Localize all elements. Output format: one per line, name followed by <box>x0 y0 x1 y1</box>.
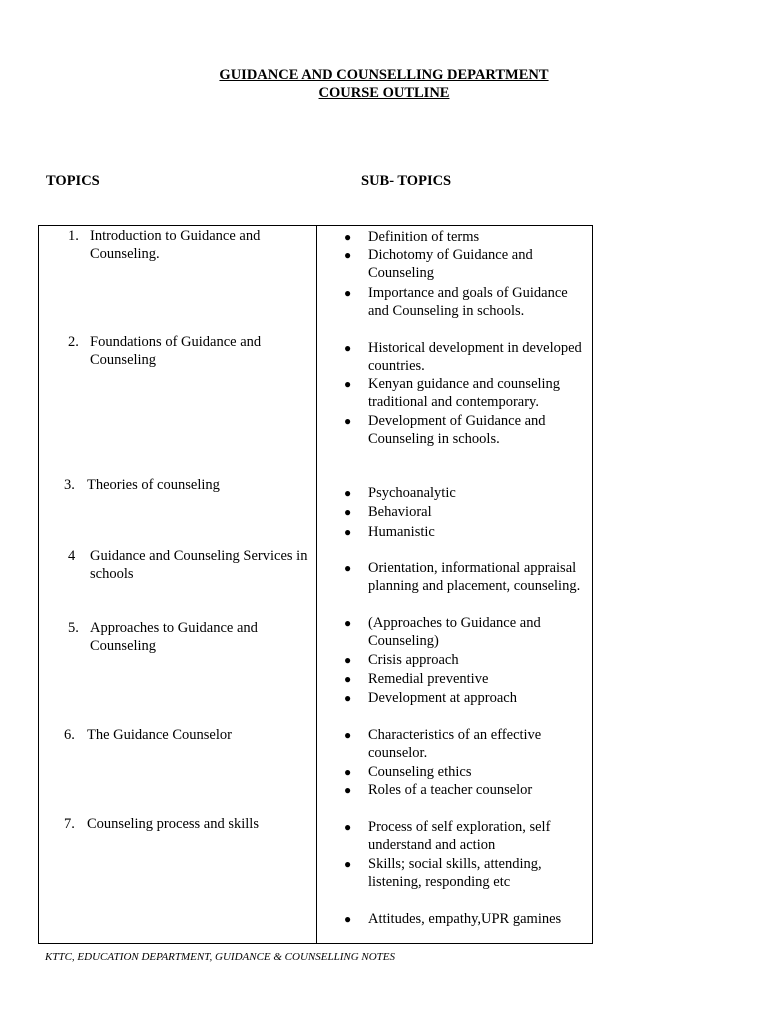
subtopic-text: Dichotomy of Guidance and Counseling <box>368 247 533 281</box>
subtopic-text: Behavioral <box>368 504 432 520</box>
document-subtitle: COURSE OUTLINE <box>318 85 450 101</box>
bullet-icon: ● <box>344 230 352 244</box>
bullet-icon: ● <box>344 414 352 428</box>
subtopic-text: Counseling ethics <box>368 764 472 780</box>
topic-number: 1. <box>68 228 79 244</box>
bullet-icon: ● <box>344 286 352 300</box>
bullet-icon: ● <box>344 248 352 262</box>
subtopic-text: Definition of terms <box>368 229 480 245</box>
page-footer: KTTC, EDUCATION DEPARTMENT, GUIDANCE & COUNSELLING NOTES <box>45 951 396 963</box>
document-title: GUIDANCE AND COUNSELLING DEPARTMENT <box>219 67 549 83</box>
topic-text: Introduction to Guidance and Counseling. <box>90 228 261 262</box>
topic-number: 3. <box>64 477 75 493</box>
subtopic-text: Orientation, informational appraisal planning and placement, counseling. <box>368 560 581 594</box>
subtopic-text: Attitudes, empathy,UPR gamines <box>368 911 562 927</box>
topic-number: 7. <box>64 816 75 832</box>
subtopic-text: (Approaches to Guidance and Counseling) <box>368 615 541 649</box>
topic-number: 5. <box>68 620 79 636</box>
subtopic-text: Process of self exploration, self understand and action <box>368 819 551 853</box>
subtopics-column-header: SUB- TOPICS <box>361 173 452 189</box>
topic-text: Theories of counseling <box>87 477 220 493</box>
bullet-icon: ● <box>344 505 352 519</box>
subtopic-text: Kenyan guidance and counseling traditional and contemporary. <box>368 376 561 410</box>
topic-number: 4 <box>68 548 76 564</box>
subtopic-text: Characteristics of an effective counselor. <box>368 727 542 761</box>
bullet-icon: ● <box>344 728 352 742</box>
subtopic-text: Skills; social skills, attending, listening, responding etc <box>368 856 542 890</box>
bullet-icon: ● <box>344 672 352 686</box>
topic-text: Counseling process and skills <box>87 816 259 832</box>
topics-column-header: TOPICS <box>46 173 100 189</box>
subtopic-text: Importance and goals of Guidance and Counseling in schools. <box>368 285 568 319</box>
subtopic-text: Roles of a teacher counselor <box>368 782 533 798</box>
subtopic-text: Development of Guidance and Counseling in schools. <box>368 413 546 447</box>
bullet-icon: ● <box>344 912 352 926</box>
bullet-icon: ● <box>344 616 352 630</box>
bullet-icon: ● <box>344 857 352 871</box>
bullet-icon: ● <box>344 341 352 355</box>
bullet-icon: ● <box>344 486 352 500</box>
subtopic-text: Psychoanalytic <box>368 485 456 501</box>
topic-text: The Guidance Counselor <box>87 727 232 743</box>
topic-number: 2. <box>68 334 79 350</box>
bullet-icon: ● <box>344 377 352 391</box>
topic-text: Guidance and Counseling Services in schools <box>90 548 308 582</box>
bullet-icon: ● <box>344 820 352 834</box>
bullet-icon: ● <box>344 765 352 779</box>
bullet-icon: ● <box>344 691 352 705</box>
subtopic-text: Crisis approach <box>368 652 459 668</box>
bullet-icon: ● <box>344 525 352 539</box>
subtopic-text: Historical development in developed countries. <box>368 340 582 374</box>
subtopic-text: Humanistic <box>368 524 435 540</box>
bullet-icon: ● <box>344 783 352 797</box>
topic-text: Approaches to Guidance and Counseling <box>90 620 258 654</box>
column-divider <box>316 225 317 944</box>
bullet-icon: ● <box>344 561 352 575</box>
topic-text: Foundations of Guidance and Counseling <box>90 334 262 368</box>
bullet-icon: ● <box>344 653 352 667</box>
subtopic-text: Development at approach <box>368 690 517 706</box>
subtopic-text: Remedial preventive <box>368 671 489 687</box>
topic-number: 6. <box>64 727 75 743</box>
